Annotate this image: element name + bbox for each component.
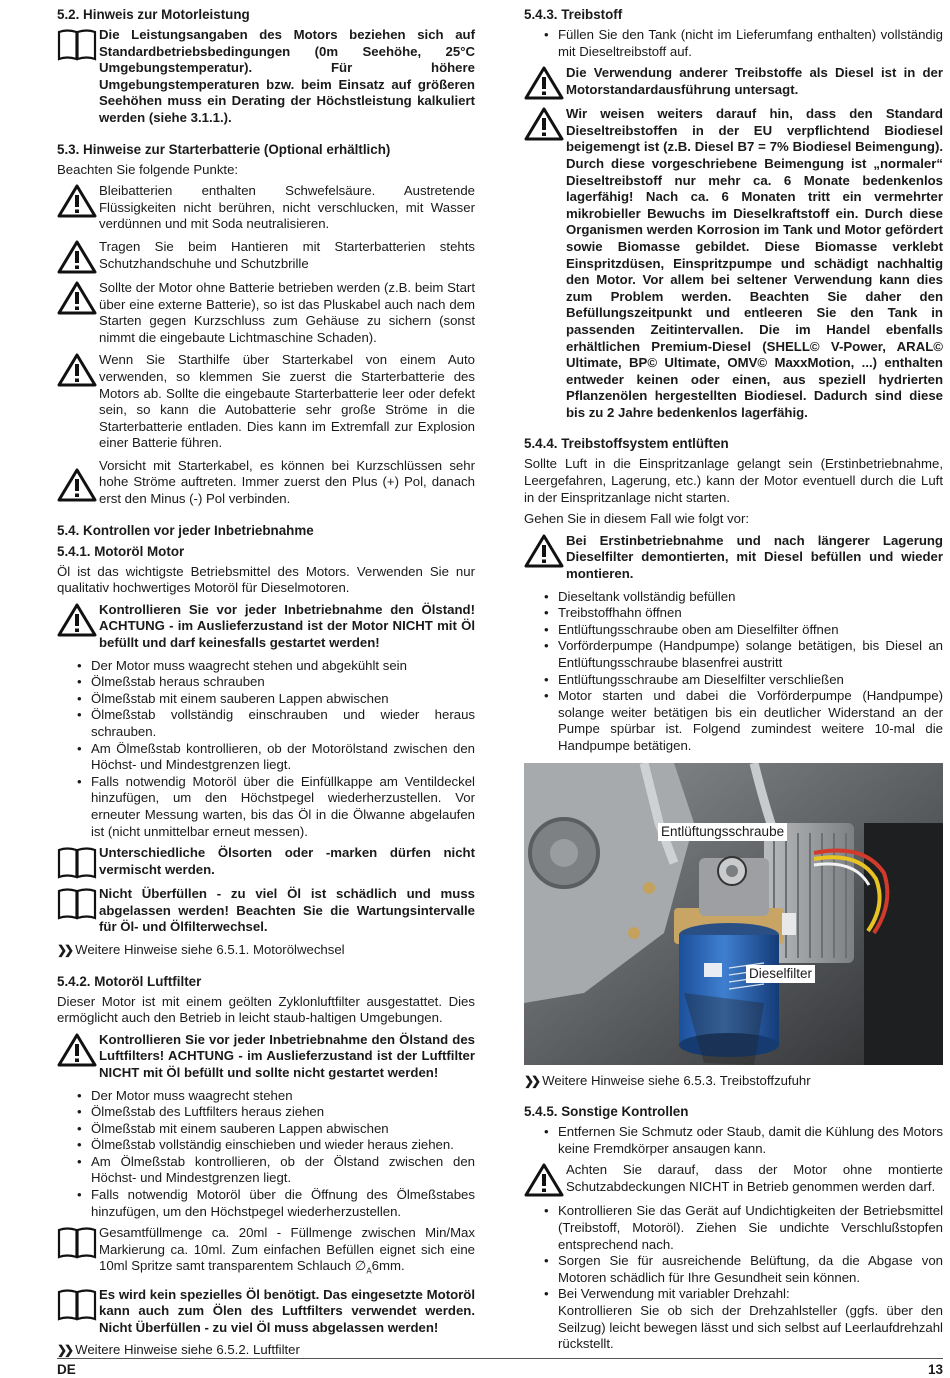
open-book-icon: [57, 846, 99, 880]
list-item: • Am Ölmeßstab kontrollieren, ob der Ölstand zwischen den Höchst- und Mindestgrenzen liegt.: [57, 1154, 475, 1187]
list-item: [524, 1286, 943, 1352]
left-column: [57, 6, 475, 1365]
section-title: 5.2. Hinweis zur Motorleistung: [57, 7, 250, 22]
warning-text: Bleibatterien enthalten Schwefelsäure. Austretende Flüssigkeiten nicht berühren, nicht verschlucken, mit Wasser verdünnen und mit Soda neutralisieren.: [99, 183, 475, 232]
bullet-list: [524, 27, 943, 60]
warning-triangle-icon: [524, 66, 566, 100]
reference-text: Weitere Hinweise siehe 6.5.2. Luftfilter: [75, 1342, 300, 1358]
list-item: • Der Motor muss waagrecht stehen und abgekühlt sein: [57, 658, 475, 675]
warning-note: [57, 1032, 475, 1082]
subsection-title: 5.4.2. Motoröl Luftfilter: [57, 973, 202, 989]
warning-note: [524, 1162, 943, 1197]
reference-link[interactable]: [57, 942, 475, 959]
warning-triangle-icon: [57, 184, 99, 218]
warning-text: Wenn Sie Starthilfe über Starterkabel von einem Auto verwenden, so klemmen Sie zuerst die Starterbatterie des Motors ab. Sollte die eingebaute Starterbatterie leer oder defekt sein, so kann die Autobatterie sehr große Ströme in die Starterbatterie entladen. Dies kann im Extremfall zur Explosion einer Batterie führen.: [99, 352, 475, 451]
subsection-title: 5.4.4. Treibstoffsystem entlüften: [524, 436, 729, 452]
warning-note: [57, 280, 475, 346]
list-item: • Ölmeßstab mit einem sauberen Lappen abwischen: [57, 1121, 475, 1138]
section-title: 5.3. Hinweise zur Starterbatterie (Optional erhältlich): [57, 141, 391, 157]
bullet-list: [524, 1124, 943, 1157]
diameter-subscript: A: [366, 1267, 372, 1277]
warning-text: Die Verwendung anderer Treibstoffe als Diesel ist in der Motorstandardausführung untersagt.: [566, 65, 943, 97]
warning-triangle-icon: [57, 240, 99, 274]
subsection-title: 5.4.5. Sonstige Kontrollen: [524, 1104, 689, 1120]
list-item: • Treibstoffhahn öffnen: [524, 605, 943, 622]
warning-triangle-icon: [57, 603, 99, 637]
list-item: • Ölmeßstab vollständig einschrauben und wieder heraus schrauben.: [57, 707, 475, 740]
warning-triangle-icon: [57, 353, 99, 387]
bullet-list: [524, 589, 943, 755]
warning-text: Wir weisen weiters darauf hin, dass den Standard Dieseltreibstoffen in der EU verpflichtend Biodiesel beigemengt ist (z.B. Diesel B7 = 7% Biodiesel Beimengung). Durch diese vorgeschriebene Beimengung ist „normaler“ Dieseltreibstoff nur mehr ca. 6 Monate bedenkenlos lagerfähig! Nach ca. 6 Monaten tritt ein vermehrter mikrobieller Bewuchs im Dieselkraftstoff ein. Durch diese Organismen werden Korrosion im Tank und Motor gefördert sowie Biomasse gebildet. Diese Biomasse verklebt Einspritzdüsen, Einspritzpumpe und schädigt nachhaltig den Motor. Vor allem bei seltener Verwendung kann dies zum Problem werden. Beachten Sie daher den Befüllungszeitpunkt und entleeren Sie den Tank in passenden Zeitintervallen. Die im Handel ebenfalls erhältlichen Premium-Diesel (SHELL© V-Power, ARAL© Ultimate, BP© Ultimate, OMV© MaxxMotion, ...) enthalten entweder keinen oder einen, aus speziell hydrierten Pflanzenölen hergestellten Biodiesel. Dadurch sind diese bis zu 2 Jahre bedenkenlos lagerfähig.: [566, 106, 943, 420]
diameter-symbol: ∅: [354, 1258, 367, 1274]
list-item: • Entfernen Sie Schmutz oder Staub, damit die Kühlung des Motors keine Fremdkörper ansaugen kann.: [524, 1124, 943, 1157]
warning-triangle-icon: [57, 1033, 99, 1067]
warning-triangle-icon: [524, 534, 566, 568]
paragraph: Gehen Sie in diesem Fall wie folgt vor:: [524, 511, 750, 527]
note-text-part: 6mm.: [371, 1258, 405, 1274]
note-text: Unterschiedliche Ölsorten oder -marken dürfen nicht vermischt werden.: [99, 845, 475, 877]
photo-label-venting-screw: Entlüftungsschraube: [658, 823, 787, 841]
double-chevron-right-icon: ❯❯: [57, 1343, 72, 1358]
open-book-icon: [57, 28, 99, 62]
engine-photo: [524, 763, 943, 1065]
open-book-icon: [57, 1288, 99, 1322]
paragraph: Öl ist das wichtigste Betriebsmittel des Motors. Verwenden Sie nur qualitativ hochwertiges Motoröl für Dieselmotoren.: [57, 563, 475, 596]
list-item: • Ölmeßstab des Luftfilters heraus ziehen: [57, 1104, 475, 1121]
list-item: • Am Ölmeßstab kontrollieren, ob der Motorölstand zwischen den Höchst- und Mindestgrenzen liegt.: [57, 741, 475, 774]
section-title: 5.4. Kontrollen vor jeder Inbetriebnahme: [57, 522, 314, 538]
photo-label-diesel-filter: Dieselfilter: [746, 965, 815, 983]
warning-note: [57, 458, 475, 508]
page-number: 13: [927, 1362, 943, 1377]
book-note: [57, 1225, 475, 1280]
warning-note: [57, 239, 475, 274]
list-item-body: Kontrollieren Sie ob sich der Drehzahlsteller (ggfs. über den Seilzug) leicht bewegen lässt und sich selbst auf Leerlaufdrehzahl rückstellt.: [558, 1302, 943, 1352]
list-item: • Dieseltank vollständig befüllen: [524, 589, 943, 606]
bullet-list: [57, 1088, 475, 1221]
warning-text: Kontrollieren Sie vor jeder Inbetriebnahme den Ölstand! ACHTUNG - im Auslieferzustand ist der Motor NICHT mit Öl befüllt und darf keinesfalls gestartet werden!: [99, 601, 475, 651]
warning-note: [524, 533, 943, 583]
note-text: Es wird kein spezielles Öl benötigt. Das eingesetzte Motoröl kann auch zum Ölen des Luftfilters verwendet werden. Nicht Überfüllen - zu viel Öl muss abgelassen werden!: [99, 1286, 475, 1335]
list-item: • Ölmeßstab mit einem sauberen Lappen abwischen: [57, 691, 475, 708]
list-item: • Motor starten und dabei die Vorförderpumpe (Handpumpe) solange weiter betätigen bis ein deutlicher Widerstand an der Pumpe spürbar ist. Folgend zumindest weitere 10-mal die Handpumpe betätigen.: [524, 688, 943, 754]
warning-note: [57, 352, 475, 452]
warning-triangle-icon: [524, 107, 566, 141]
book-note: [57, 27, 475, 127]
reference-text: Weitere Hinweise siehe 6.5.1. Motorölwechsel: [75, 941, 345, 957]
warning-note: [524, 106, 943, 421]
subsection-title: 5.4.1. Motoröl Motor: [57, 543, 185, 559]
list-item: • Entlüftungsschraube oben am Dieselfilter öffnen: [524, 622, 943, 639]
warning-text: Bei Erstinbetriebnahme und nach längerer Lagerung Dieselfilter demontierten, mit Diesel befüllen und wieder montieren.: [566, 532, 943, 582]
paragraph: Dieser Motor ist mit einem geölten Zyklonluftfilter ausgestattet. Dies ermöglicht auch den Betrieb in leicht staub-haltigen Umgebungen.: [57, 993, 475, 1026]
reference-text: Weitere Hinweise siehe 6.5.3. Treibstoffzufuhr: [542, 1072, 811, 1088]
double-chevron-right-icon: ❯❯: [57, 942, 72, 957]
warning-text: Vorsicht mit Starterkabel, es können bei Kurzschlüssen sehr hohe Ströme auftreten. Immer zuerst den Plus (+) Pol, danach erst den Minus (-) Pol verbinden.: [99, 457, 475, 507]
engine-illustration: [524, 763, 943, 1065]
bullet-list: [524, 1203, 943, 1352]
book-note: [57, 845, 475, 880]
warning-triangle-icon: [524, 1163, 566, 1197]
warning-note: [524, 65, 943, 100]
paragraph: Beachten Sie folgende Punkte:: [57, 161, 239, 177]
list-item: • Kontrollieren Sie das Gerät auf Undichtigkeiten der Betriebsmittel (Treibstoff, Motoröl). Ziehen Sie undichte Verschlußstopfen entsprechend nach.: [524, 1203, 943, 1253]
list-item: • Füllen Sie den Tank (nicht im Lieferumfang enthalten) vollständig mit Dieseltreibstoff auf.: [524, 27, 943, 60]
warning-text: Kontrollieren Sie vor jeder Inbetriebnahme den Ölstand des Luftfilters! ACHTUNG - im Auslieferzustand ist der Luftfilter NICHT mit Öl befüllt und sollte nicht gestartet werden!: [99, 1031, 475, 1080]
warning-text: Sollte der Motor ohne Batterie betrieben werden (z.B. beim Start über eine externe Batterie), so ist das Pluskabel auch nach dem Starten gegen Kurzschluss zum Gehäuse zu sichern (sonst nimmt die eingebaute Lichtmaschine Schaden).: [99, 279, 475, 345]
reference-link[interactable]: [524, 1073, 943, 1090]
warning-text: Tragen Sie beim Hantieren mit Starterbatterien stehts Schutzhandschuhe und Schutzbrille: [99, 238, 475, 271]
right-column: [524, 6, 943, 1358]
list-item: • Ölmeßstab vollständig einschieben und wieder heraus ziehen.: [57, 1137, 475, 1154]
note-text: [99, 1225, 475, 1280]
warning-text: Achten Sie darauf, dass der Motor ohne montierte Schutzabdeckungen NICHT in Betrieb genommen werden darf.: [566, 1162, 943, 1194]
open-book-icon: [57, 887, 99, 921]
note-text-part: Gesamtfüllmenge ca. 20ml - Füllmenge zwischen Min/Max Markierung ca. 10ml. Zum einfachen Befüllen eignet sich eine 10ml Spritze samt transparentem Schlauch: [99, 1225, 475, 1274]
note-text: Die Leistungsangaben des Motors beziehen sich auf Standardbetriebsbedingungen (0m Seehöhe, 25°C Umgebungstemperatur). Für höhere Umgebungstemperaturen bzw. beim Einsatz auf größeren Seehöhen muss ein Derating der Höchstleistung kalkuliert werden (siehe 3.1.1.).: [99, 27, 475, 125]
open-book-icon: [57, 1226, 99, 1260]
paragraph: Sollte Luft in die Einspritzanlage gelangt sein (Erstinbetriebnahme, Leergefahren, Lagerung, etc.) kann der Motor eventuell durch die Luft in der Einspritzanlage nicht starten.: [524, 456, 943, 505]
warning-triangle-icon: [57, 281, 99, 315]
warning-note: [57, 183, 475, 233]
book-note: [57, 886, 475, 936]
note-text: Nicht Überfüllen - zu viel Öl ist schädlich und muss abgelassen werden! Beachten Sie die Wartungsintervalle für Öl- und Ölfilterwechsel.: [99, 886, 475, 935]
warning-note: [57, 602, 475, 652]
list-item-heading: Bei Verwendung mit variabler Drehzahl:: [558, 1286, 790, 1302]
list-item: • Falls notwendig Motoröl über die Öffnung des Ölmeßstabes hinzufügen, um den Höchstpegel wiederherzustellen.: [57, 1187, 475, 1220]
bullet-list: [57, 658, 475, 841]
book-note: [57, 1287, 475, 1337]
warning-triangle-icon: [57, 468, 99, 502]
list-item: • Der Motor muss waagrecht stehen: [57, 1088, 475, 1105]
footer-language: DE: [57, 1362, 76, 1377]
list-item: • Sorgen Sie für ausreichende Belüftung, da die Abgase von Motoren schädlich für Ihre Gesundheit sein können.: [524, 1253, 943, 1286]
subsection-title: 5.4.3. Treibstoff: [524, 7, 623, 22]
list-item: • Ölmeßstab heraus schrauben: [57, 674, 475, 691]
reference-link[interactable]: [57, 1342, 475, 1359]
list-item: • Vorförderpumpe (Handpumpe) solange betätigen, bis Diesel an Entlüftungsschraube blasenfrei austritt: [524, 638, 943, 671]
list-item: • Falls notwendig Motoröl über die Einfüllkappe am Ventildeckel hinzufügen, um den Höchstpegel wiederherzustellen. Vor erneuter Messung warten, bis das Öl in die Ölwanne abgelaufen ist (nicht unmittelbar erneut messen).: [57, 774, 475, 840]
double-chevron-right-icon: ❯❯: [524, 1073, 539, 1088]
footer-rule: [57, 1358, 943, 1359]
list-item: • Entlüftungsschraube am Dieselfilter verschließen: [524, 672, 943, 689]
